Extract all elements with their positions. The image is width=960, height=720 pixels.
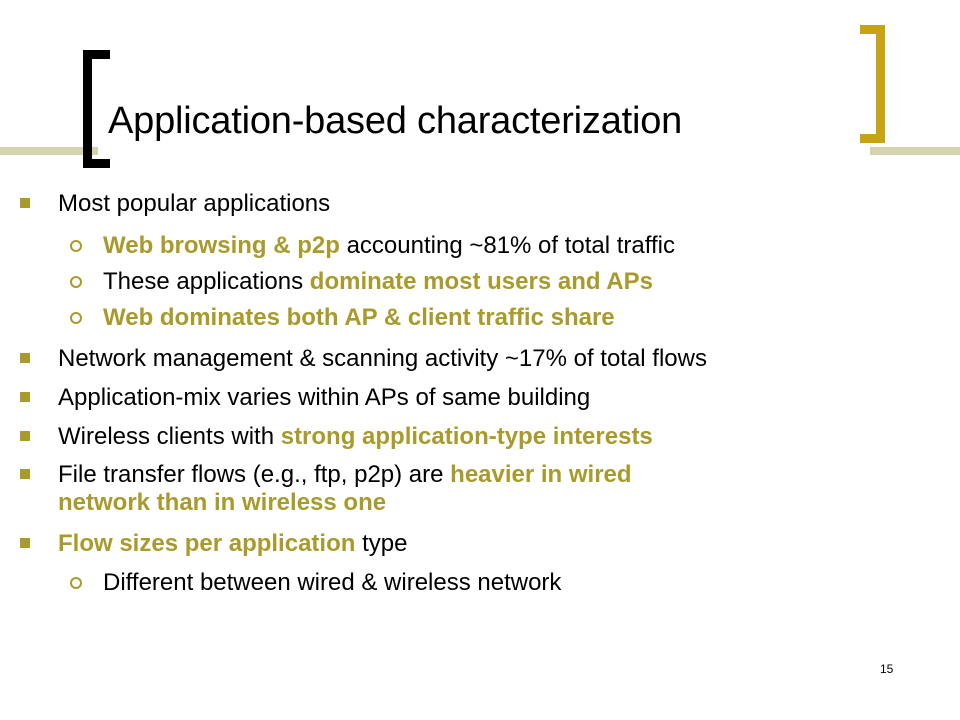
subbullet-web-p2p: Web browsing & p2p accounting ~81% of total traffic <box>103 232 676 259</box>
subbullet-different: Different between wired & wireless network <box>103 569 562 596</box>
ring-bullet-icon <box>70 276 82 288</box>
square-bullet-icon <box>20 198 30 208</box>
left-bracket-top <box>83 50 110 59</box>
slide-title: Application-based characterization <box>108 100 683 142</box>
subbullet-web-dominates: Web dominates both AP & client traffic share <box>103 304 615 331</box>
right-bracket-top <box>860 25 885 34</box>
page-number: 15 <box>880 662 894 676</box>
bullet-flow-sizes: Flow sizes per application type <box>58 530 408 557</box>
right-bracket-bottom <box>860 134 885 143</box>
square-bullet-icon <box>20 469 30 479</box>
left-bracket-bottom <box>83 159 110 168</box>
square-bullet-icon <box>20 392 30 402</box>
left-bracket <box>83 50 92 168</box>
right-bracket <box>876 25 885 143</box>
ring-bullet-icon <box>70 577 82 589</box>
ring-bullet-icon <box>70 240 82 252</box>
square-bullet-icon <box>20 353 30 363</box>
bullet-application-mix: Application-mix varies within APs of same building <box>58 384 591 411</box>
subbullet-dominate: These applications dominate most users and APs <box>103 268 653 295</box>
bullet-file-transfer: File transfer flows (e.g., ftp, p2p) are heavier in wired network than in wireless one <box>58 461 632 516</box>
bullet-wireless-clients: Wireless clients with strong application-type interests <box>58 423 653 450</box>
bullet-most-popular: Most popular applications <box>58 190 331 217</box>
bullet-network-management: Network management & scanning activity ~17% of total flows <box>58 345 707 372</box>
square-bullet-icon <box>20 538 30 548</box>
square-bullet-icon <box>20 431 30 441</box>
title-rule-right <box>870 147 960 155</box>
ring-bullet-icon <box>70 312 82 324</box>
